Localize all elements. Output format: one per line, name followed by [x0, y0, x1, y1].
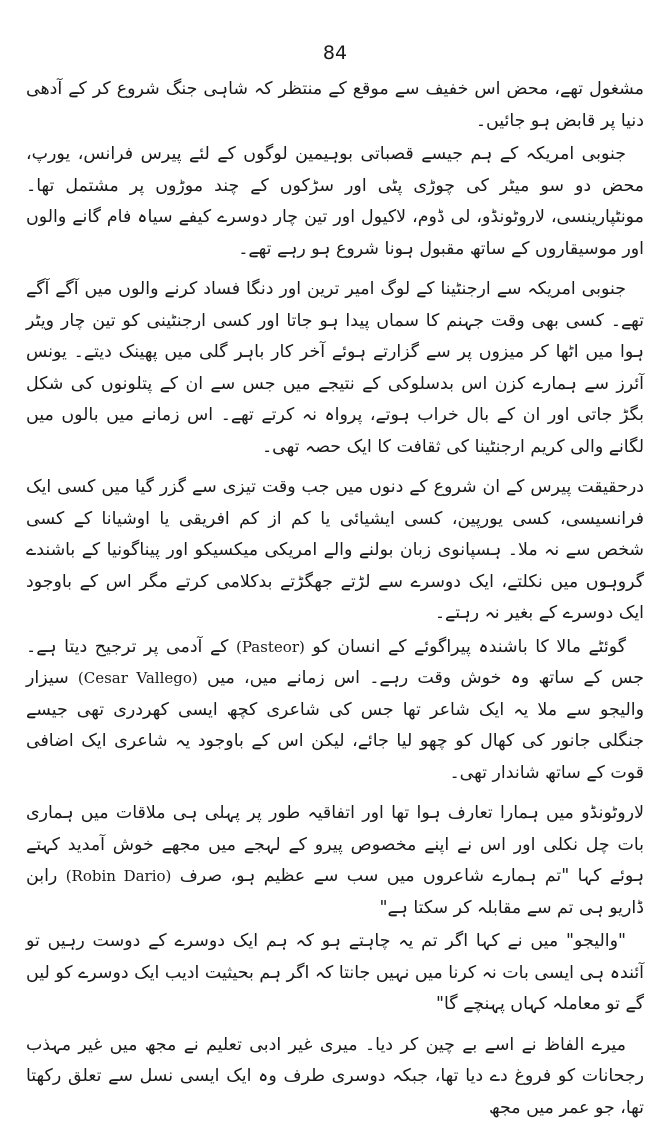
paragraph-text: "والیجو" میں نے کہا اگر تم یہ چاہتے ہو کہ ہم ایک دوسرے کے دوست رہیں تو آئندہ ہی ایسی بات نہ کرنا میں نہیں جانتا کہ اگر ہم بحیثیت ادیب ایک دوسرے کو لیں گے تو معاملہ کہاں پہنچے گا"	[26, 931, 644, 1014]
paragraph	[26, 1030, 644, 1124]
paragraph-text: کے آدمی پر ترجیح دیتا ہے۔ جس کے ساتھ وہ خوش وقت رہے۔ اس زمانے میں، میں	[26, 637, 644, 689]
paragraph-text: لاروٹونڈو میں ہمارا تعارف ہوا تھا اور اتفاقیہ طور پر پہلی ہی ملاقات میں ہماری بات چل نکلی اور اس نے اپنے مخصوص پیرو کے لہجے میں مجھے خوش آمدید کہتے ہوئے کہا "تم ہمارے شاعروں میں سب سے عظیم ہو، صرف	[26, 803, 644, 886]
paragraph	[26, 472, 644, 630]
page-body	[26, 74, 644, 1124]
latin-name: (Robin Dario)	[66, 867, 172, 885]
paragraph	[26, 74, 644, 137]
paragraph-text: جنوبی امریکہ سے ارجنٹینا کے لوگ امیر ترین اور دنگا فساد کرنے والوں میں آگے آگے تھے۔ کسی بھی وقت جہنم کا سماں پیدا ہو جاتا اور کسی ارجنٹینی کو تین چار ویٹر ہوا میں اٹھا کر میزوں پر سے گزارتے ہوئے آخر کار باہر گلی میں پھینک دیتے۔ یونس آئرز سے ہمارے کزن اس بدسلوکی کے نتیجے میں جس سے ان کے پتلونوں کی شکل بگڑ جاتی اور ان کے بال خراب ہوتے، پرواہ نہ کرتے تھے۔ اس زمانے میں بالوں میں لگانے والی کریم ارجنٹینا کی ثقافت کا ایک حصہ تھی۔	[26, 279, 644, 457]
paragraph	[26, 139, 644, 265]
latin-name: (Pasteor)	[236, 638, 305, 656]
paragraph-text: جنوبی امریکہ کے ہم جیسے قصباتی بوہیمین لوگوں کے لئے پیرس فرانس، یورپ، محض دو سو میٹر کی چوڑی پٹی اور سڑکوں کے چند موڑوں پر مشتمل تھا۔ مونٹپارینسی، لاروٹونڈو، لی ڈوم، لاکیول اور تین چار دوسرے کیفے سیاہ فام گانے والوں اور موسیقاروں کے ساتھ مقبول ہونا شروع ہو رہے تھے۔	[26, 144, 644, 259]
paragraph	[26, 274, 644, 463]
paragraph-text: رابن ڈاریو ہی تم سے مقابلہ کر سکتا ہے"	[26, 866, 644, 918]
page-number: 84	[26, 40, 644, 66]
latin-name: (Cesar Vallego)	[78, 669, 198, 687]
paragraph-text: میرے الفاظ نے اسے بے چین کر دیا۔ میری غیر ادبی تعلیم نے مجھ میں غیر مہذب رجحانات کو فروغ دے دیا تھا، جبکہ دوسری طرف وہ ایک ایسی نسل سے تعلق رکھتا تھا، جو عمر میں مجھ	[26, 1035, 644, 1118]
paragraph	[26, 798, 644, 924]
paragraph-text: سیزار والیجو سے ملا یہ ایک شاعر تھا جس کی شاعری کچھ ایسی کھردری تھی جیسے جنگلی جانور کی کھال کو چھو لیا جائے، لیکن اس کے باوجود یہ شاعری ایک اضافی قوت کے ساتھ شاندار تھی۔	[26, 668, 644, 783]
paragraph-text: گوئٹے مالا کا باشندہ پیراگوئے کے انسان کو	[305, 637, 626, 657]
paragraph-text: مشغول تھے، محض اس خفیف سے موقع کے منتظر کہ شاہی جنگ شروع کر کے آدھی دنیا پر قابض ہو جائیں۔	[26, 79, 644, 131]
paragraph	[26, 926, 644, 1021]
paragraph-text: درحقیقت پیرس کے ان شروع کے دنوں میں جب وقت تیزی سے گزر گیا میں کسی ایک فرانسیسی، کسی یورپین، کسی ایشیائی یا کم از کم افریقی یا اوشیانا کے کسی شخص سے نہ ملا۔ ہسپانوی زبان بولنے والے امریکی میکسیکو اور پیناگونیا کے باشندے گروہوں میں نکلتے، ایک دوسرے سے لڑتے جھگڑتے بدکلامی کرتے مگر اس کے باوجود ایک دوسرے کے بغیر نہ رہتے۔	[26, 477, 644, 623]
paragraph	[26, 632, 644, 790]
